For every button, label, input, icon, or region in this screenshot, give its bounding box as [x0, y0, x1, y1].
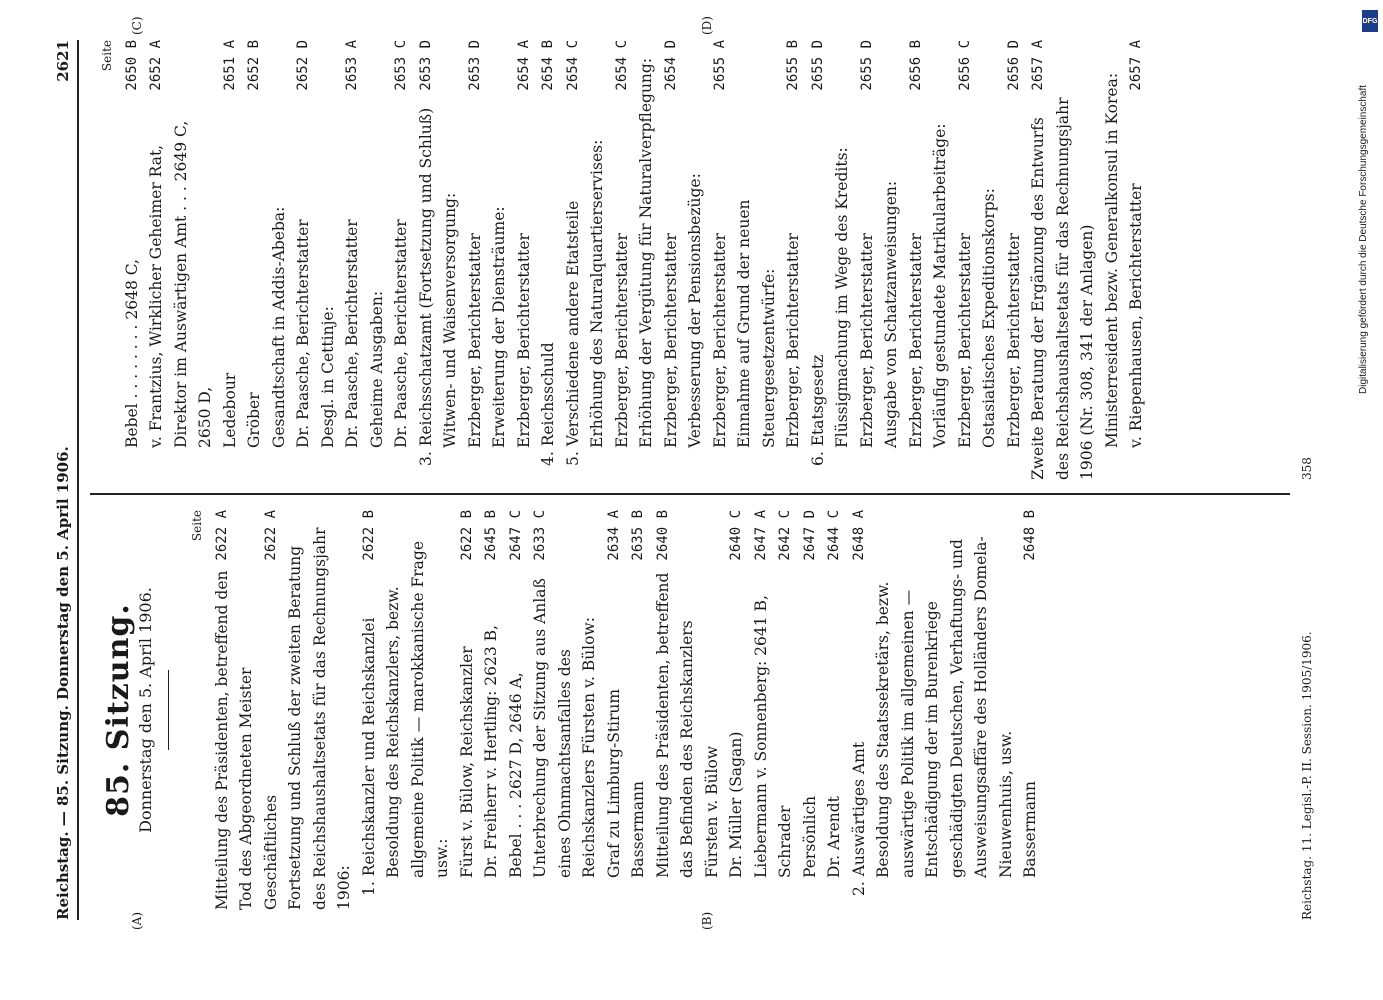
toc-entry-text: Einnahme auf Grund der neuen Steuergesetzentwürfe:	[735, 199, 778, 448]
toc-entry-text: Erzberger, Berichterstatter	[661, 233, 680, 448]
toc-entry	[683, 40, 708, 480]
toc-entry-text: 6. Etatsgesetz	[808, 354, 827, 466]
toc-entry-page	[1100, 40, 1125, 46]
margin-letter-a: (A)	[130, 911, 144, 930]
right-column	[95, 40, 1149, 480]
toc-entry-page: 2634 A	[605, 510, 622, 561]
toc-entry	[365, 40, 390, 480]
left-column	[95, 510, 1043, 910]
toc-entry-text: Erzberger, Berichterstatter	[1004, 233, 1023, 448]
column-divider	[90, 493, 1290, 495]
toc-entry-text: Geschäftliches	[261, 794, 280, 910]
toc-entry-text: 4. Reichsschuld	[539, 342, 557, 466]
toc-entry-page: 2654 C	[564, 40, 581, 91]
toc-entry	[749, 510, 774, 910]
toc-entry	[389, 40, 414, 480]
toc-entry	[585, 40, 610, 480]
toc-entry	[381, 510, 455, 910]
toc-entry-text: Dr. Paasche, Berichterstatter	[343, 219, 361, 448]
toc-entry	[536, 40, 561, 480]
toc-entry	[267, 40, 292, 480]
margin-letter-b: (B)	[700, 911, 714, 930]
toc-entry-page	[585, 40, 610, 46]
toc-entry-text: Verbesserung der Pensionsbezüge:	[686, 173, 704, 448]
toc-entry	[1002, 40, 1027, 480]
toc-entry-page: 2644 C	[826, 510, 842, 561]
toc-entry	[847, 510, 872, 910]
toc-entry	[504, 510, 529, 910]
toc-entry-page: 2655 D	[809, 40, 826, 91]
toc-entry-text: Erzberger, Berichterstatter	[906, 233, 925, 448]
toc-entry-text: Liebermann v. Sonnenberg: 2641 B,	[751, 595, 770, 878]
toc-entry-text: Dr. Paasche, Berichterstatter	[294, 219, 312, 448]
toc-entry-page: 2655 B	[785, 40, 801, 91]
toc-entry	[928, 40, 953, 480]
toc-entry	[773, 510, 798, 910]
footer-signature: 358	[1300, 457, 1314, 480]
toc-entry-page: 2656 D	[1005, 40, 1022, 91]
toc-entry	[1018, 510, 1043, 910]
toc-entry-page	[830, 40, 855, 46]
toc-entry	[316, 40, 341, 480]
toc-entry-text: Bassermann	[629, 780, 647, 878]
toc-entry-page: 2647 A	[752, 510, 769, 561]
toc-entry-page: 2642 C	[777, 510, 793, 561]
toc-entry	[455, 510, 480, 910]
toc-entry-page: 2652 D	[295, 40, 311, 91]
toc-entry-page: 2622 A	[213, 510, 230, 561]
toc-entry	[798, 510, 823, 910]
margin-letter-c: (C)	[130, 16, 144, 35]
toc-entry	[634, 40, 659, 480]
toc-entry-page	[487, 40, 512, 46]
toc-entry-page	[732, 40, 781, 46]
header-title: Reichstag. — 85. Sitzung. Donnerstag den 5. April 1906.	[54, 446, 72, 920]
header-rule	[77, 40, 79, 920]
seite-label-right: Seite	[100, 40, 114, 72]
toc-entry	[822, 510, 847, 910]
toc-entry-text: Bebel . . . . . . . . 2648 C,	[122, 259, 141, 448]
toc-entry	[414, 40, 439, 480]
toc-entry-page	[879, 40, 904, 46]
toc-entry-page: 2640 C	[728, 510, 744, 561]
toc-entry-text: Fortsetzung und Schluß der zweiten Beratung des Reichshaushaltsetats für das Rechnungsjahr 1906:	[286, 527, 353, 910]
credit-text: Digitalisierung gefördert durch die Deutsche Forschungsgemeinschaft	[1358, 84, 1369, 394]
toc-entry-text: Gesandtschaft in Addis-Abeba:	[269, 206, 288, 448]
toc-entry	[479, 510, 504, 910]
toc-entry-text: Ostasiatisches Expeditionskorps:	[980, 188, 998, 448]
toc-entry	[806, 40, 831, 480]
toc-entry	[724, 510, 749, 910]
toc-entry-page	[871, 510, 1018, 516]
toc-entry-page: 2648 B	[1022, 510, 1038, 561]
toc-entry	[438, 40, 463, 480]
toc-entry-page: 2656 B	[907, 40, 924, 91]
toc-entry	[855, 40, 880, 480]
toc-entry-text: Mitteilung des Präsidenten, betreffend den Tod des Abgeordneten Meister	[212, 570, 255, 910]
session-title: 85. Sitzung.	[101, 603, 136, 817]
toc-entry-page: 2647 C	[507, 510, 524, 561]
toc-entry-page: 2622 B	[360, 510, 377, 561]
toc-entry-text: v. Frantzius, Wirklicher Geheimer Rat, Direktor im Auswärtigen Amt . . . 2649 C, 2650 D,	[147, 120, 214, 448]
toc-entry-page: 2652 A	[148, 40, 164, 91]
toc-entry-text: 2. Auswärtiges Amt	[849, 741, 868, 896]
toc-entry-page: 2651 A	[221, 40, 238, 91]
toc-entry-text: Mitteilung des Präsidenten, betreffend das Befinden des Reichskanzlers Fürsten v. Bülow	[653, 572, 721, 878]
toc-entry	[357, 510, 382, 910]
toc-entry-text: Erzberger, Berichterstatter	[784, 233, 802, 448]
toc-entry-text: Vorläufig gestundete Matrikularbeiträge:	[931, 123, 949, 448]
toc-entry	[242, 40, 267, 480]
toc-entry-page: 2652 B	[246, 40, 262, 91]
toc-entry-page: 2657 A	[1128, 40, 1144, 91]
toc-entry	[1124, 40, 1149, 480]
page-number: 2621	[54, 40, 72, 82]
toc-entry	[977, 40, 1002, 480]
toc-entry	[708, 40, 733, 480]
toc-entry-page: 2654 B	[540, 40, 556, 91]
toc-entry	[340, 40, 365, 480]
toc-entry-page	[381, 510, 455, 516]
toc-entry-text: Erzberger, Berichterstatter	[465, 233, 484, 448]
toc-entry-text: Fürst v. Bülow, Reichskanzler	[457, 646, 476, 878]
footer-left: Reichstag. 11. Legisl.-P. II. Session. 1905/1906.	[1300, 631, 1314, 920]
toc-entry-page: 2640 B	[654, 510, 671, 561]
toc-entry-text: Dr. Freiherr v. Hertling: 2623 B,	[482, 625, 500, 878]
title-rule	[168, 670, 169, 750]
toc-entry	[904, 40, 929, 480]
toc-entry-text: Unterbrechung der Sitzung aus Anlaß eines Ohnmachtsanfalles des Reichskanzlers Fürsten v. Bülow:	[531, 578, 598, 878]
toc-entry-page	[977, 40, 1002, 46]
toc-entry-text: 3. Reichsschatzamt (Fortsetzung und Schluß)	[416, 107, 435, 466]
toc-entry	[659, 40, 684, 480]
toc-entry-text: Erzberger, Berichterstatter	[612, 233, 631, 448]
toc-entry	[830, 40, 855, 480]
toc-entry-page: 2655 A	[711, 40, 728, 91]
toc-entry-page: 2622 A	[262, 510, 279, 561]
toc-entry-text: Desgl. in Cettinje:	[318, 306, 337, 448]
toc-entry-text: Ledebour	[220, 372, 239, 448]
toc-entry-text: Ausgabe von Schatzanweisungen:	[882, 180, 900, 448]
toc-entry-text: Persönlich	[800, 795, 819, 878]
toc-entry-page	[683, 40, 708, 46]
toc-entry	[283, 510, 357, 910]
toc-entry-text: 1. Reichskanzler und Reichskanzlei	[359, 617, 378, 896]
toc-entry	[210, 510, 259, 910]
session-date: Donnerstag den 5. April 1906.	[135, 587, 155, 833]
toc-entry-text: Flüssigmachung im Wege des Kredits:	[833, 147, 851, 448]
toc-entry	[651, 510, 725, 910]
toc-entry	[626, 510, 651, 910]
toc-entry	[144, 40, 218, 480]
toc-entry	[1026, 40, 1100, 480]
toc-entry	[610, 40, 635, 480]
toc-entry-text: Bebel . . . 2627 D, 2646 A,	[506, 672, 525, 878]
toc-entry-page	[316, 40, 341, 46]
toc-entry-text: Schrader	[776, 805, 794, 878]
toc-entry-page	[438, 40, 463, 46]
toc-entry-text: v. Riepenhausen, Berichterstatter	[1127, 183, 1145, 448]
toc-entry	[463, 40, 488, 480]
toc-entry-page: 2653 A	[344, 40, 360, 91]
toc-entry-page: 2656 C	[956, 40, 973, 91]
credit-line	[1358, 14, 1378, 394]
toc-entry-page: 2653 D	[417, 40, 434, 91]
toc-entry-page	[634, 40, 659, 46]
toc-entry	[120, 40, 145, 480]
toc-entry-text: Zweite Beratung der Ergänzung des Entwurfs des Reichshaushaltsetats für das Rechnungsjahr 1906 (Nr. 308, 341 der Anlagen)	[1029, 97, 1096, 480]
toc-entry	[953, 40, 978, 480]
toc-entry-page: 2645 B	[483, 510, 499, 561]
toc-entry-text: Erhöhung der Vergütung für Naturalverpflegung:	[637, 57, 655, 448]
toc-entry-text: Erzberger, Berichterstatter	[857, 233, 876, 448]
toc-entry-text: Dr. Arendt	[825, 796, 843, 878]
toc-entry-page: 2648 A	[850, 510, 867, 561]
toc-entry-page: 2633 C	[532, 510, 548, 561]
toc-entry	[1100, 40, 1125, 480]
toc-entry-page: 2654 D	[662, 40, 679, 91]
toc-entry-page: 2657 A	[1030, 40, 1046, 91]
toc-entry-text: 5. Verschiedene andere Etatsteile	[563, 200, 582, 466]
running-header	[54, 40, 76, 920]
toc-entry-text: Gröber	[245, 392, 263, 448]
toc-entry	[871, 510, 1018, 910]
toc-entry	[879, 40, 904, 480]
toc-entry-page: 2655 D	[858, 40, 875, 91]
toc-entry-page	[365, 40, 390, 46]
toc-entry-page: 2653 D	[466, 40, 483, 91]
dfg-logo: DFG	[1362, 10, 1378, 32]
toc-entry	[528, 510, 602, 910]
toc-entry-text: Erweiterung der Diensträume:	[490, 206, 508, 448]
toc-entry-text: Erhöhung des Naturalquartierservises:	[588, 139, 606, 448]
toc-entry-text: Besoldung des Staatssekretärs, bezw. auswärtige Politik im allgemeinen — Entschädigung der im Burenkriege geschädigten Deutschen, Verhaftungs- und Ausweisungsaffäre des Holländers Domela-Nieuwenhuis, usw.	[874, 536, 1015, 878]
toc-entry-text: Erzberger, Berichterstatter	[955, 233, 974, 448]
toc-entry	[781, 40, 806, 480]
toc-entry-text: Besoldung des Reichskanzlers, bezw. allgemeine Politik — marokkanische Frage usw.:	[384, 540, 451, 878]
toc-entry	[512, 40, 537, 480]
toc-entry-page: 2635 B	[630, 510, 646, 561]
toc-entry-text: Dr. Paasche, Berichterstatter	[392, 219, 410, 448]
toc-entry-page	[267, 40, 292, 46]
toc-entry-text: Graf zu Limburg-Stirum	[604, 688, 623, 878]
seite-label: Seite	[190, 510, 204, 542]
toc-entry-page	[928, 40, 953, 46]
toc-entry	[291, 40, 316, 480]
toc-entry-page: 2650 B	[123, 40, 140, 91]
toc-entry-page: 2654 A	[515, 40, 532, 91]
toc-entry-text: Ministerresident bezw. Generalkonsul in Korea:	[1102, 72, 1121, 448]
toc-entry-text: Erzberger, Berichterstatter	[710, 233, 729, 448]
toc-entry-page	[283, 510, 357, 516]
toc-entry	[259, 510, 284, 910]
toc-entry-page: 2622 B	[458, 510, 475, 561]
toc-entry-text: Witwen- und Waisenversorgung:	[441, 192, 459, 448]
toc-entry-page: 2653 C	[393, 40, 409, 91]
toc-entry-page: 2647 D	[801, 510, 818, 561]
margin-letter-d: (D)	[700, 16, 714, 35]
toc-entry-text: Geheime Ausgaben:	[367, 290, 386, 448]
toc-entry	[561, 40, 586, 480]
toc-entry	[602, 510, 627, 910]
toc-entry	[732, 40, 781, 480]
toc-entry-text: Bassermann	[1021, 780, 1039, 878]
toc-entry-page: 2654 C	[613, 40, 630, 91]
toc-entry-text: Dr. Müller (Sagan)	[727, 731, 745, 878]
toc-entry	[487, 40, 512, 480]
toc-entry-text: Erzberger, Berichterstatter	[514, 233, 533, 448]
toc-entry	[218, 40, 243, 480]
